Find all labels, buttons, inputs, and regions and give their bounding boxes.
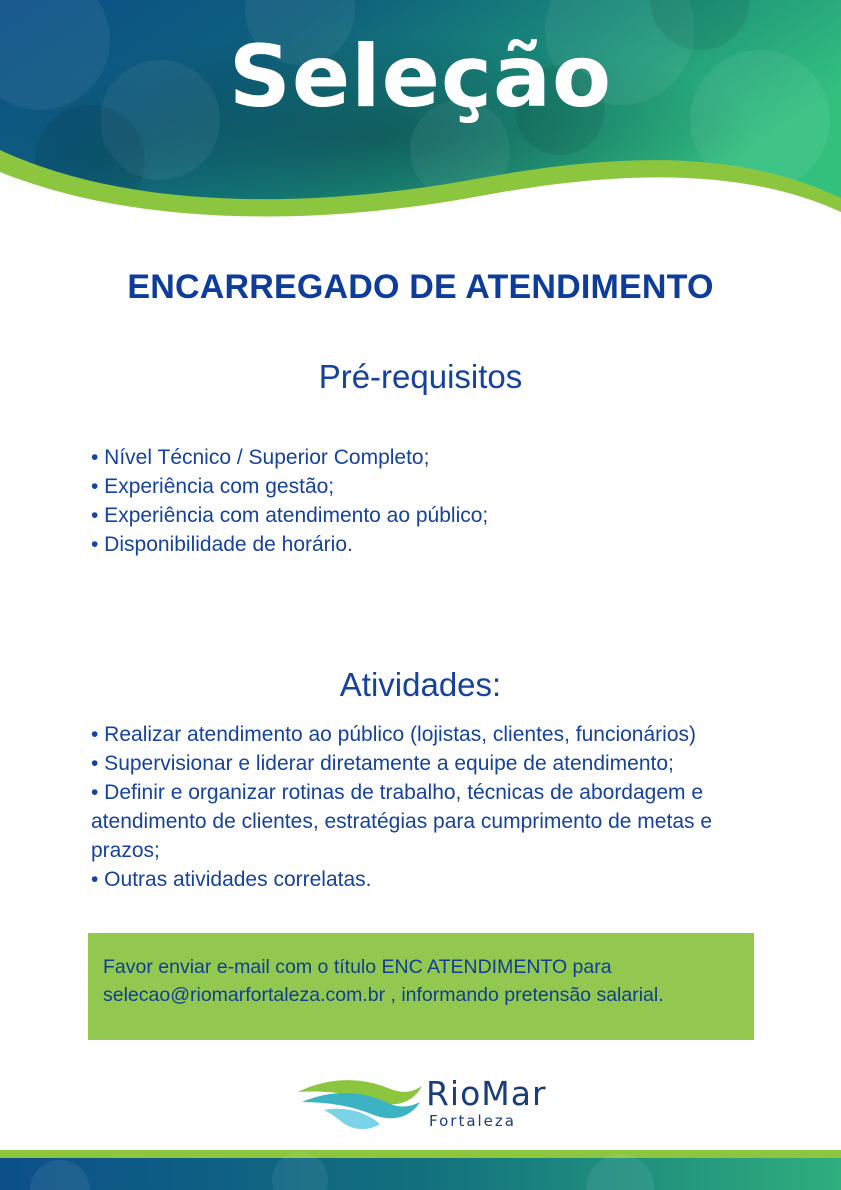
page-title: Seleção — [228, 27, 613, 127]
activities-heading: Atividades: — [339, 666, 502, 703]
header-banner — [0, 0, 841, 225]
list-item: • Experiência com atendimento ao público; — [91, 504, 489, 527]
footer-banner — [0, 1150, 841, 1190]
prerequisites-heading: Pré-requisitos — [318, 358, 523, 395]
prerequisites-list — [91, 443, 771, 559]
list-item: • Realizar atendimento ao público (lojistas, clientes, funcionários) — [91, 723, 696, 746]
list-item: • Experiência com gestão; — [91, 475, 335, 498]
list-item: • Outras atividades correlatas. — [91, 868, 372, 891]
list-item: • Supervisionar e liderar diretamente a equipe de atendimento; — [91, 752, 674, 775]
contact-line-1: Favor enviar e-mail com o título ENC ATENDIMENTO para — [103, 956, 612, 978]
contact-text — [103, 953, 743, 1009]
logo-subtitle: Fortaleza — [429, 1112, 516, 1130]
activities-list — [91, 720, 771, 894]
contact-box — [88, 933, 754, 1040]
list-item: • Nível Técnico / Superior Completo; — [91, 446, 430, 469]
list-item: • Disponibilidade de horário. — [91, 533, 353, 556]
wave-logo-icon — [296, 1068, 426, 1138]
riomar-logo — [296, 1068, 556, 1138]
footer-background — [0, 1150, 841, 1190]
list-item: • Definir e organizar rotinas de trabalho, técnicas de abordagem e atendimento de clientes, estratégias para cumprimento de metas e prazos; — [91, 781, 713, 862]
job-title: ENCARREGADO DE ATENDIMENTO — [127, 268, 714, 306]
contact-email-line: selecao@riomarfortaleza.com.br , informando pretensão salarial. — [103, 984, 664, 1006]
logo-name: RioMar — [426, 1074, 547, 1113]
